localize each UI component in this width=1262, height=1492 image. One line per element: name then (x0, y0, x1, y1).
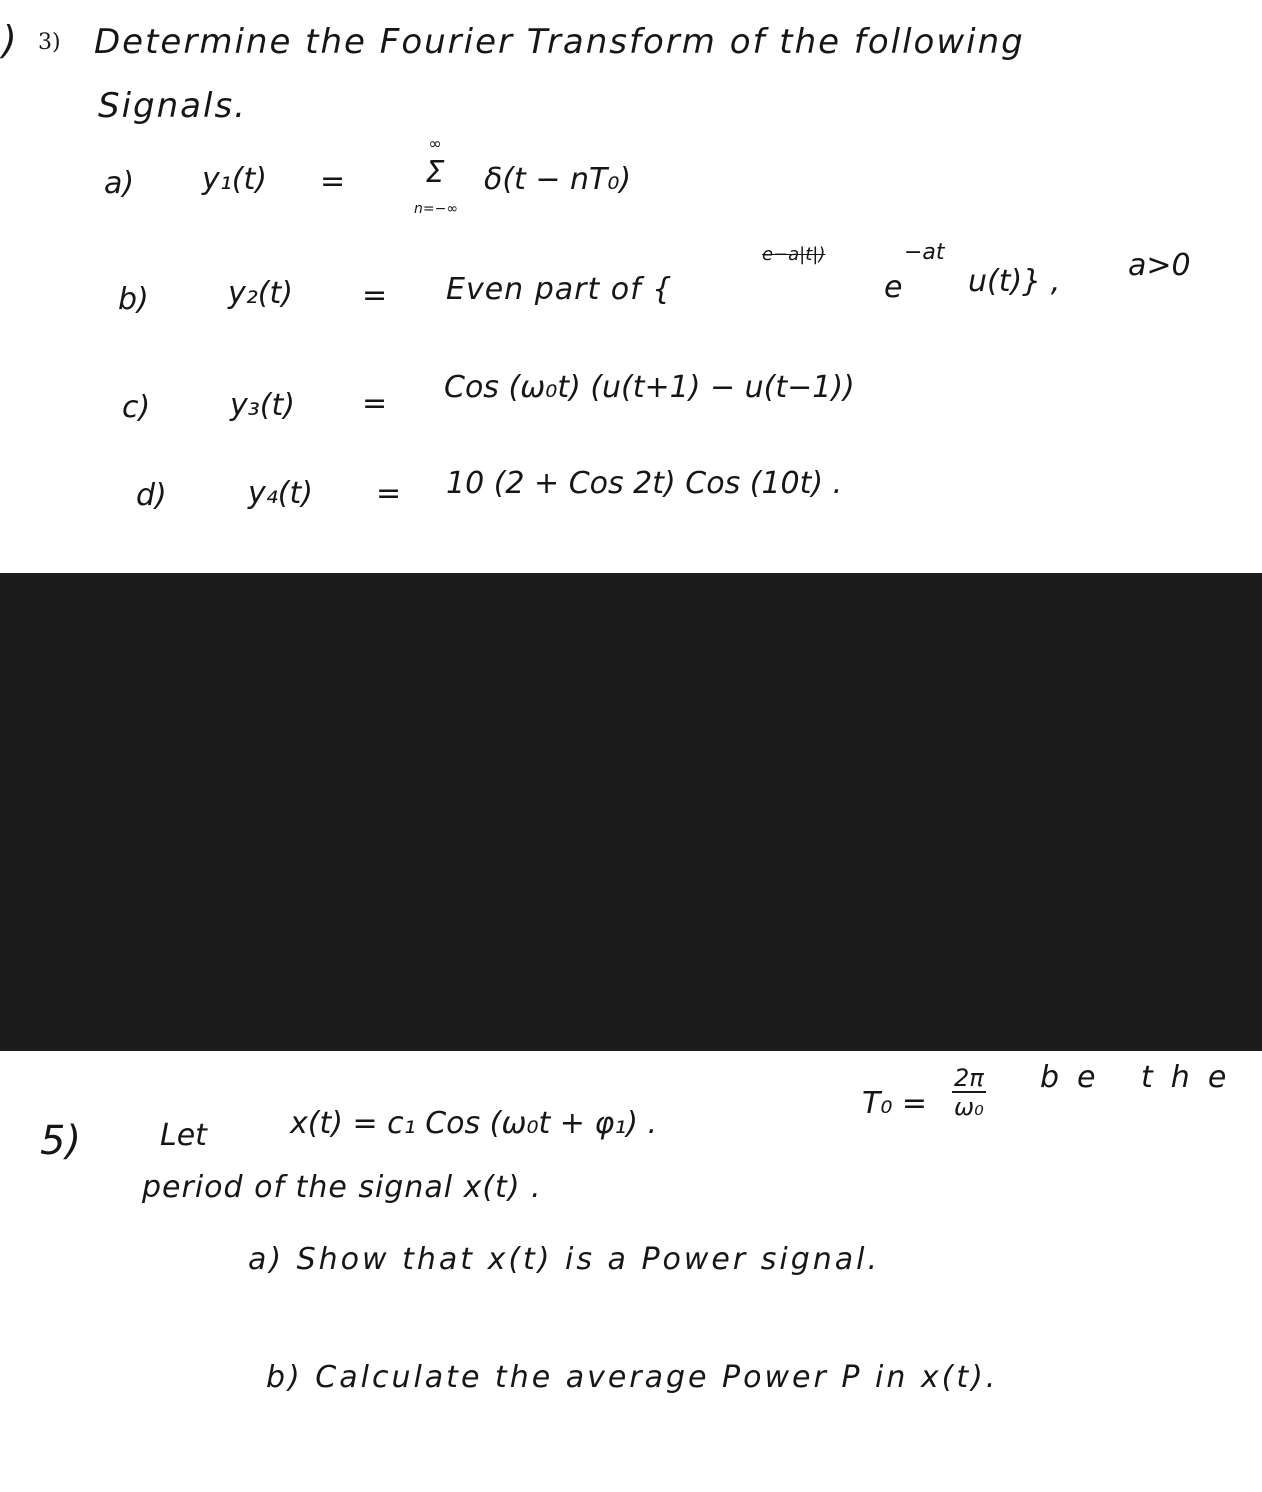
question-3-line-2: Signals. (98, 86, 247, 126)
redaction-block (0, 573, 1262, 1051)
q5-part-b: b) Calculate the average Power P in x(t). (266, 1360, 999, 1395)
part-b-lhs: y₂(t) (228, 276, 293, 311)
q5-period-fraction (952, 1066, 986, 1119)
sum-lower-limit: n=−∞ (414, 201, 458, 217)
part-c-lhs: y₃(t) (230, 388, 295, 423)
q5-let: Let (160, 1118, 207, 1153)
part-a-equals: = (320, 164, 346, 199)
question-3-number: 3) (38, 30, 61, 55)
part-c-rhs: Cos (ω₀t) (u(t+1) − u(t−1)) (444, 370, 855, 405)
part-b-struck-term: e−a|t|) (762, 244, 826, 265)
part-b-label: b) (118, 282, 149, 317)
question-5-number: 5) (40, 1118, 82, 1164)
part-b-rhs-suffix: u(t)} , (968, 264, 1061, 299)
part-b-rhs-prefix: Even part of { (446, 272, 673, 307)
q5-period-symbol: T₀ = (862, 1086, 928, 1121)
fraction-numerator: 2π (954, 1064, 984, 1092)
part-d-lhs: y₄(t) (248, 476, 313, 511)
part-a-label: a) (104, 166, 135, 201)
q5-expression: x(t) = c₁ Cos (ω₀t + φ₁) . (290, 1106, 658, 1141)
part-a-lhs: y₁(t) (202, 162, 267, 197)
part-b-equals: = (362, 278, 388, 313)
question-3-line-1: Determine the Fourier Transform of the following (94, 22, 1025, 62)
part-c-equals: = (362, 386, 388, 421)
sum-symbol: Σ (425, 155, 445, 190)
part-a-rhs: δ(t − nT₀) (484, 162, 632, 197)
q5-line-2: period of the signal x(t) . (142, 1170, 542, 1205)
part-c-label: c) (122, 390, 151, 425)
part-d-rhs: 10 (2 + Cos 2t) Cos (10t) . (446, 466, 843, 501)
part-b-exponent: −at (904, 240, 945, 265)
part-d-label: d) (136, 478, 167, 513)
q5-part-a: a) Show that x(t) is a Power signal. (248, 1242, 881, 1277)
part-b-condition: a>0 (1128, 248, 1191, 283)
part-b-exponential-base: e (884, 270, 903, 305)
sum-upper-limit: ∞ (428, 134, 442, 153)
part-d-equals: = (376, 476, 402, 511)
margin-bracket: ) (2, 18, 17, 62)
q5-be-the: be the (1040, 1060, 1245, 1095)
fraction-denominator: ω₀ (954, 1093, 984, 1121)
